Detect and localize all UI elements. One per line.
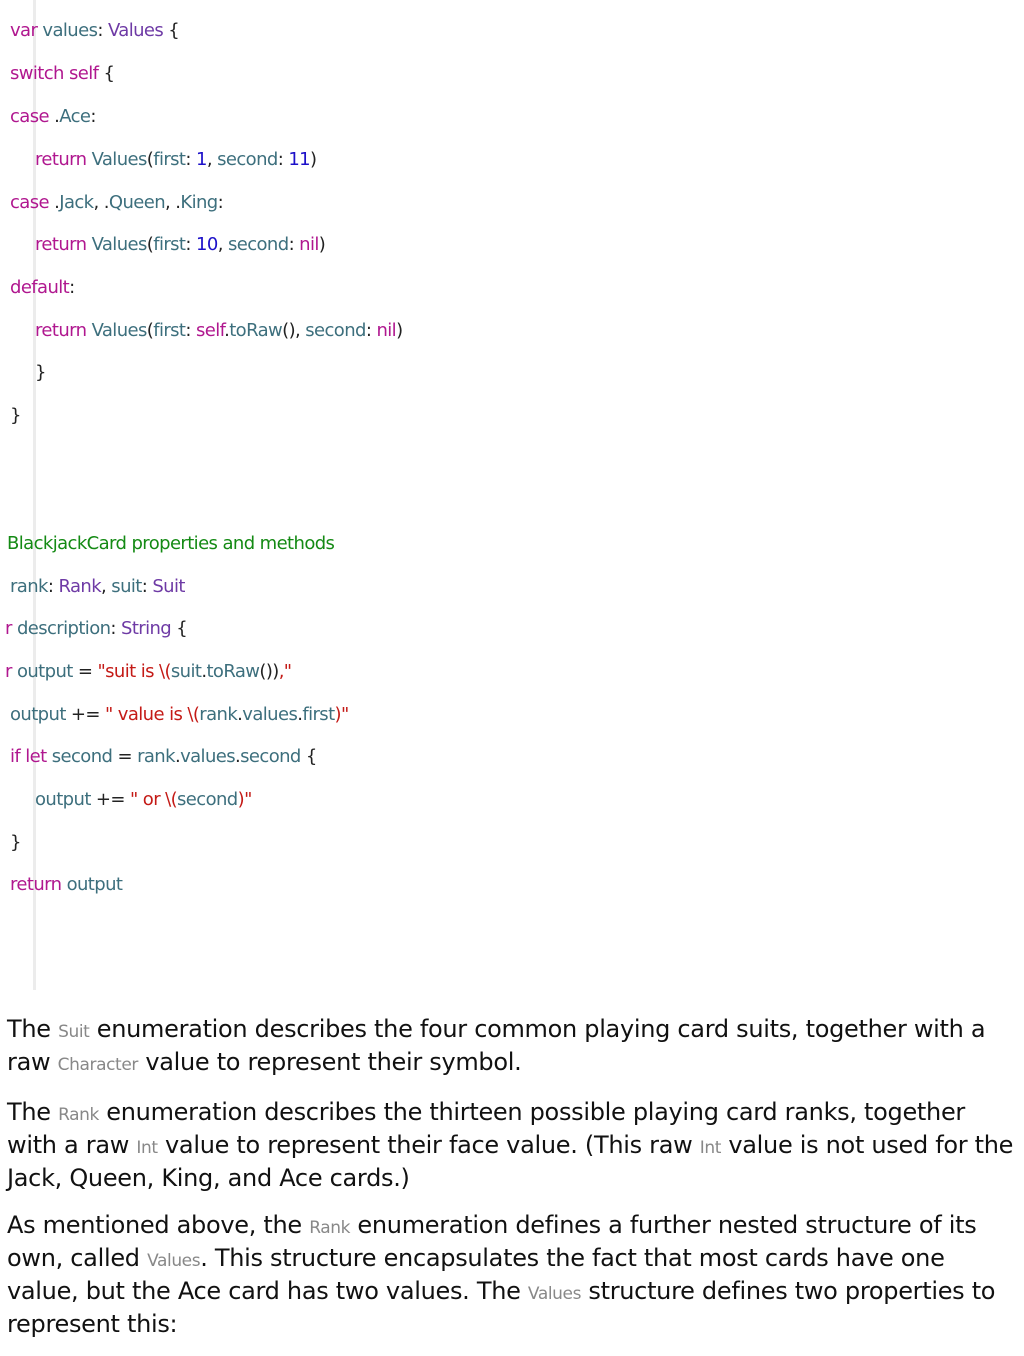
code-token: , [206, 149, 218, 170]
code-token: ()) [259, 661, 279, 682]
code-token: Values [91, 234, 147, 255]
code-token: : [365, 320, 377, 341]
code-token: King [180, 192, 218, 213]
code-token: let [25, 746, 47, 767]
paragraph-text: enumeration describes the four common playing card suits, together with a raw [7, 1015, 986, 1076]
code-token: first [302, 704, 335, 725]
paragraph-text: The [7, 1015, 59, 1043]
inline-code: Suit [58, 1022, 90, 1042]
code-token: toRaw [229, 320, 283, 341]
code-line [10, 830, 21, 856]
code-token: Suit [152, 576, 185, 597]
inline-code: Rank [309, 1218, 351, 1238]
code-token: . [48, 106, 60, 127]
code-token: : [97, 20, 108, 41]
code-token: default [10, 277, 70, 298]
code-token: } [10, 832, 21, 853]
code-line [5, 659, 292, 685]
code-line [10, 190, 223, 216]
code-token: String [121, 618, 172, 639]
code-token: ) [396, 320, 403, 341]
code-token: { [98, 63, 115, 84]
code-token: : [217, 192, 224, 213]
code-token: suit [170, 661, 202, 682]
paragraph [7, 1210, 1017, 1339]
code-line [10, 18, 179, 44]
code-token: , [101, 576, 112, 597]
code-line [5, 616, 187, 642]
code-token: Values [107, 20, 164, 41]
code-token: second [51, 746, 113, 767]
code-token: : [47, 576, 59, 597]
code-token: first [153, 149, 186, 170]
paragraph-text: The [7, 1098, 59, 1126]
code-token: self [69, 63, 99, 84]
code-token: += [90, 789, 130, 810]
code-token: return [10, 874, 62, 895]
paragraph [7, 1097, 1017, 1193]
code-token: toRaw [206, 661, 260, 682]
code-token: r [5, 661, 12, 682]
code-token: . [237, 704, 243, 725]
code-token: = [72, 661, 98, 682]
paragraph [7, 1014, 1017, 1080]
code-token: . [235, 746, 241, 767]
code-token: , [217, 234, 228, 255]
code-token: : [69, 277, 75, 298]
code-token: BlackjackCard properties and methods [7, 533, 335, 554]
code-token: second [240, 746, 301, 767]
code-token: 10 [196, 234, 218, 255]
code-token: first [153, 234, 186, 255]
code-line [10, 702, 349, 728]
code-token: Values [91, 149, 147, 170]
code-token: return [35, 320, 87, 341]
code-token: self [196, 320, 225, 341]
code-token: : [185, 234, 196, 255]
code-token: suit [111, 576, 142, 597]
code-token: switch [10, 63, 64, 84]
paragraph-text: value is not used for the Jack, Queen, King, and Ace cards.) [7, 1131, 1014, 1192]
code-token: . [224, 320, 230, 341]
code-token: ( [146, 149, 154, 170]
code-token: : [90, 106, 96, 127]
paragraph-text: structure defines two properties to represent this: [7, 1277, 996, 1338]
code-line [10, 104, 96, 130]
inline-code: Int [699, 1138, 722, 1158]
code-token: Queen [108, 192, 166, 213]
code-token: Jack [59, 192, 94, 213]
code-line [10, 403, 21, 429]
code-token: second [177, 789, 238, 810]
code-token: } [10, 405, 21, 426]
code-token: output [16, 661, 73, 682]
inline-code: Int [136, 1138, 158, 1158]
code-line [35, 232, 325, 258]
code-token: if [10, 746, 21, 767]
code-token: r [5, 618, 12, 639]
code-token: values [242, 704, 298, 725]
code-token: { [300, 746, 317, 767]
code-token: nil [376, 320, 397, 341]
code-token: , . [93, 192, 109, 213]
code-token: : [185, 320, 196, 341]
paragraph-text: enumeration describes the thirteen possible playing card ranks, together with a raw [7, 1098, 965, 1159]
code-token: ) [310, 149, 317, 170]
code-line [10, 744, 317, 770]
code-token: : [141, 576, 153, 597]
code-token: output [10, 704, 66, 725]
code-token: output [35, 789, 91, 810]
code-token: description [16, 618, 111, 639]
paragraph-text: As mentioned above, the [7, 1211, 310, 1239]
inline-code: Character [57, 1055, 138, 1075]
code-token: rank [137, 746, 175, 767]
code-line [35, 318, 403, 344]
code-token: rank [10, 576, 48, 597]
code-token: values [180, 746, 236, 767]
paragraph-text: value to represent their face value. (This raw [157, 1131, 700, 1159]
code-token: values [42, 20, 98, 41]
code-token: . [174, 746, 181, 767]
code-token: : [110, 618, 122, 639]
prose-section [7, 1014, 1017, 1356]
code-token: return [35, 149, 87, 170]
code-token: ( [146, 234, 154, 255]
paragraph-text: . This structure encapsulates the fact that most cards have one value, but the Ace card has two values. The [7, 1244, 945, 1305]
code-line [35, 787, 252, 813]
code-token: , . [165, 192, 181, 213]
code-token: Values [91, 320, 147, 341]
code-token: " value is \( [105, 704, 200, 725]
code-token: second [227, 234, 289, 255]
code-token: return [35, 234, 87, 255]
code-token: case [10, 106, 49, 127]
inline-code: Values [527, 1284, 582, 1304]
code-token: : [277, 149, 289, 170]
code-token: nil [299, 234, 319, 255]
code-token: second [217, 149, 278, 170]
code-token: : [185, 149, 196, 170]
code-token: output [66, 874, 123, 895]
code-line [35, 360, 46, 386]
code-token: . [201, 661, 207, 682]
code-token: var [10, 20, 38, 41]
code-line [10, 872, 122, 898]
code-token: "suit is \( [97, 661, 171, 682]
code-token: 1 [196, 149, 207, 170]
code-line [10, 574, 185, 600]
code-token: { [171, 618, 188, 639]
inline-code: Rank [58, 1105, 99, 1125]
code-token: . [297, 704, 303, 725]
paragraph-text: enumeration defines a further nested structure of its own, called [7, 1211, 977, 1272]
code-token: first [153, 320, 186, 341]
inline-code: Values [147, 1251, 201, 1271]
code-token: = [112, 746, 138, 767]
code-token: ) [318, 234, 326, 255]
code-line [35, 147, 316, 173]
code-token: : [288, 234, 300, 255]
code-token: Rank [58, 576, 102, 597]
code-token: )" [334, 704, 349, 725]
code-token: )" [237, 789, 252, 810]
code-token: ," [278, 661, 292, 682]
code-line [10, 61, 114, 87]
code-token: } [35, 362, 46, 383]
code-token: second [305, 320, 366, 341]
code-token: ( [146, 320, 154, 341]
code-line [7, 531, 334, 557]
code-token: 11 [288, 149, 311, 170]
code-token: { [163, 20, 180, 41]
code-token: += [65, 704, 105, 725]
code-line [10, 275, 75, 301]
code-token: (), [282, 320, 306, 341]
code-token: rank [199, 704, 238, 725]
code-token: . [48, 192, 60, 213]
paragraph-text: value to represent their symbol. [137, 1048, 522, 1076]
code-token: Ace [59, 106, 91, 127]
code-token: case [10, 192, 49, 213]
code-token: " or \( [130, 789, 178, 810]
